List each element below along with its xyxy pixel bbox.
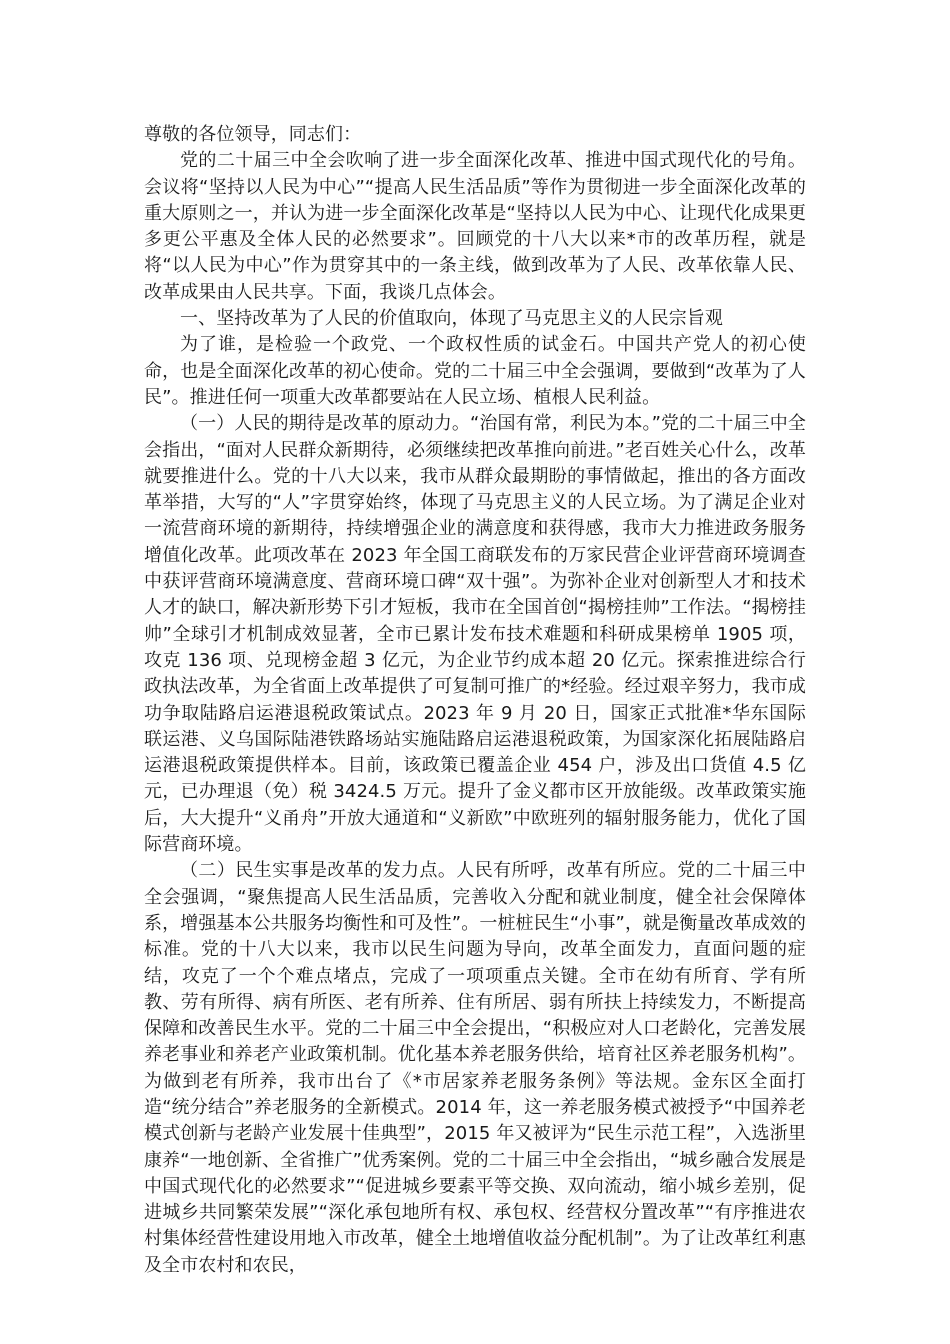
intro-paragraph: 党的二十届三中全会吹响了进一步全面深化改革、推进中国式现代化的号角。会议将“坚持以人民为中心”“提高人民生活品质”等作为贯彻进一步全面深化改革的重大原则之一，并认为进一步全面深化改革是“坚持以人民为中心、让现代化成果更多更公平惠及全体人民的必然要求”。回顾党的十八大以来*市的改革历程，就是将“以人民为中心”作为贯穿其中的一条主线，做到改革为了人民、改革依靠人民、改革成果由人民共享。下面，我谈几点体会。 <box>144 150 806 303</box>
salutation: 尊敬的各位领导，同志们： <box>144 124 362 145</box>
subsection-paragraph-2: （二）民生实事是改革的发力点。人民有所呼，改革有所应。党的二十届三中全会强调，“聚焦提高人民生活品质，完善收入分配和就业制度，健全社会保障体系，增强基本公共服务均衡性和可及性”。一桩桩民生“小事”，就是衡量改革成效的标准。党的十八大以来，我市以民生问题为导向，改革全面发力，直面问题的症结，攻克了一个个难点堵点，完成了一项项重点关键。全市在幼有所育、学有所教、劳有所得、病有所医、老有所养、住有所居、弱有所扶上持续发力，不断提高保障和改善民生水平。党的二十届三中全会提出，“积极应对人口老龄化，完善发展养老事业和养老产业政策机制。优化基本养老服务供给，培育社区养老服务机构”。为做到老有所养，我市出台了《*市居家养老服务条例》等法规。金东区全面打造“统分结合”养老服务的全新模式。2014 年，这一养老服务模式被授予“中国养老模式创新与老龄产业发展十佳典型”，2015 年又被评为“民生示范工程”，入选浙里康养“一地创新、全省推广”优秀案例。党的二十届三中全会指出，“城乡融合发展是中国式现代化的必然要求”“促进城乡要素平等交换、双向流动，缩小城乡差别，促进城乡共同繁荣发展”“深化承包地所有权、承包权、经营权分置改革”“有序推进农村集体经营性建设用地入市改革，健全土地增值收益分配机制”。为了让改革红利惠及全市农村和农民， <box>144 860 806 1276</box>
document-page <box>144 122 806 1279</box>
subsection-paragraph-1: （一）人民的期待是改革的原动力。“治国有常，利民为本。”党的二十届三中全会指出，“面对人民群众新期待，必须继续把改革推向前进。”老百姓关心什么，改革就要推进什么。党的十八大以来，我市从群众最期盼的事情做起，推出的各方面改革举措，大写的“人”字贯穿始终，体现了马克思主义的人民立场。为了满足企业对一流营商环境的新期待，持续增强企业的满意度和获得感，我市大力推进政务服务增值化改革。此项改革在 2023 年全国工商联发布的万家民营企业评营商环境调查中获评营商环境满意度、营商环境口碑“双十强”。为弥补企业对创新型人才和技术人才的缺口，解决新形势下引才短板，我市在全国首创“揭榜挂帅”工作法。“揭榜挂帅”全球引才机制成效显著，全市已累计发布技术难题和科研成果榜单 1905 项，攻克 136 项、兑现榜金超 3 亿元，为企业节约成本超 20 亿元。探索推进综合行政执法改革，为全省面上改革提供了可复制可推广的*经验。经过艰辛努力，我市成功争取陆路启运港退税政策试点。2023 年 9 月 20 日，国家正式批准*华东国际联运港、义乌国际陆港铁路场站实施陆路启运港退税政策，为国家深化拓展陆路启运港退税政策提供样本。目前，该政策已覆盖企业 454 户，涉及出口货值 4.5 亿元，已办理退（免）税 3424.5 万元。提升了金义都市区开放能级。改革政策实施后，大大提升“义甬舟”开放大通道和“义新欧”中欧班列的辐射服务能力，优化了国际营商环境。 <box>144 413 806 856</box>
section-heading-1: 一、坚持改革为了人民的价值取向，体现了马克思主义的人民宗旨观 <box>180 308 723 330</box>
body-paragraph: 为了谁，是检验一个政党、一个政权性质的试金石。中国共产党人的初心使命，也是全面深化改革的初心使命。党的二十届三中全会强调，要做到“改革为了人民”。推进任何一项重大改革都要站在人民立场、植根人民利益。 <box>144 334 806 408</box>
